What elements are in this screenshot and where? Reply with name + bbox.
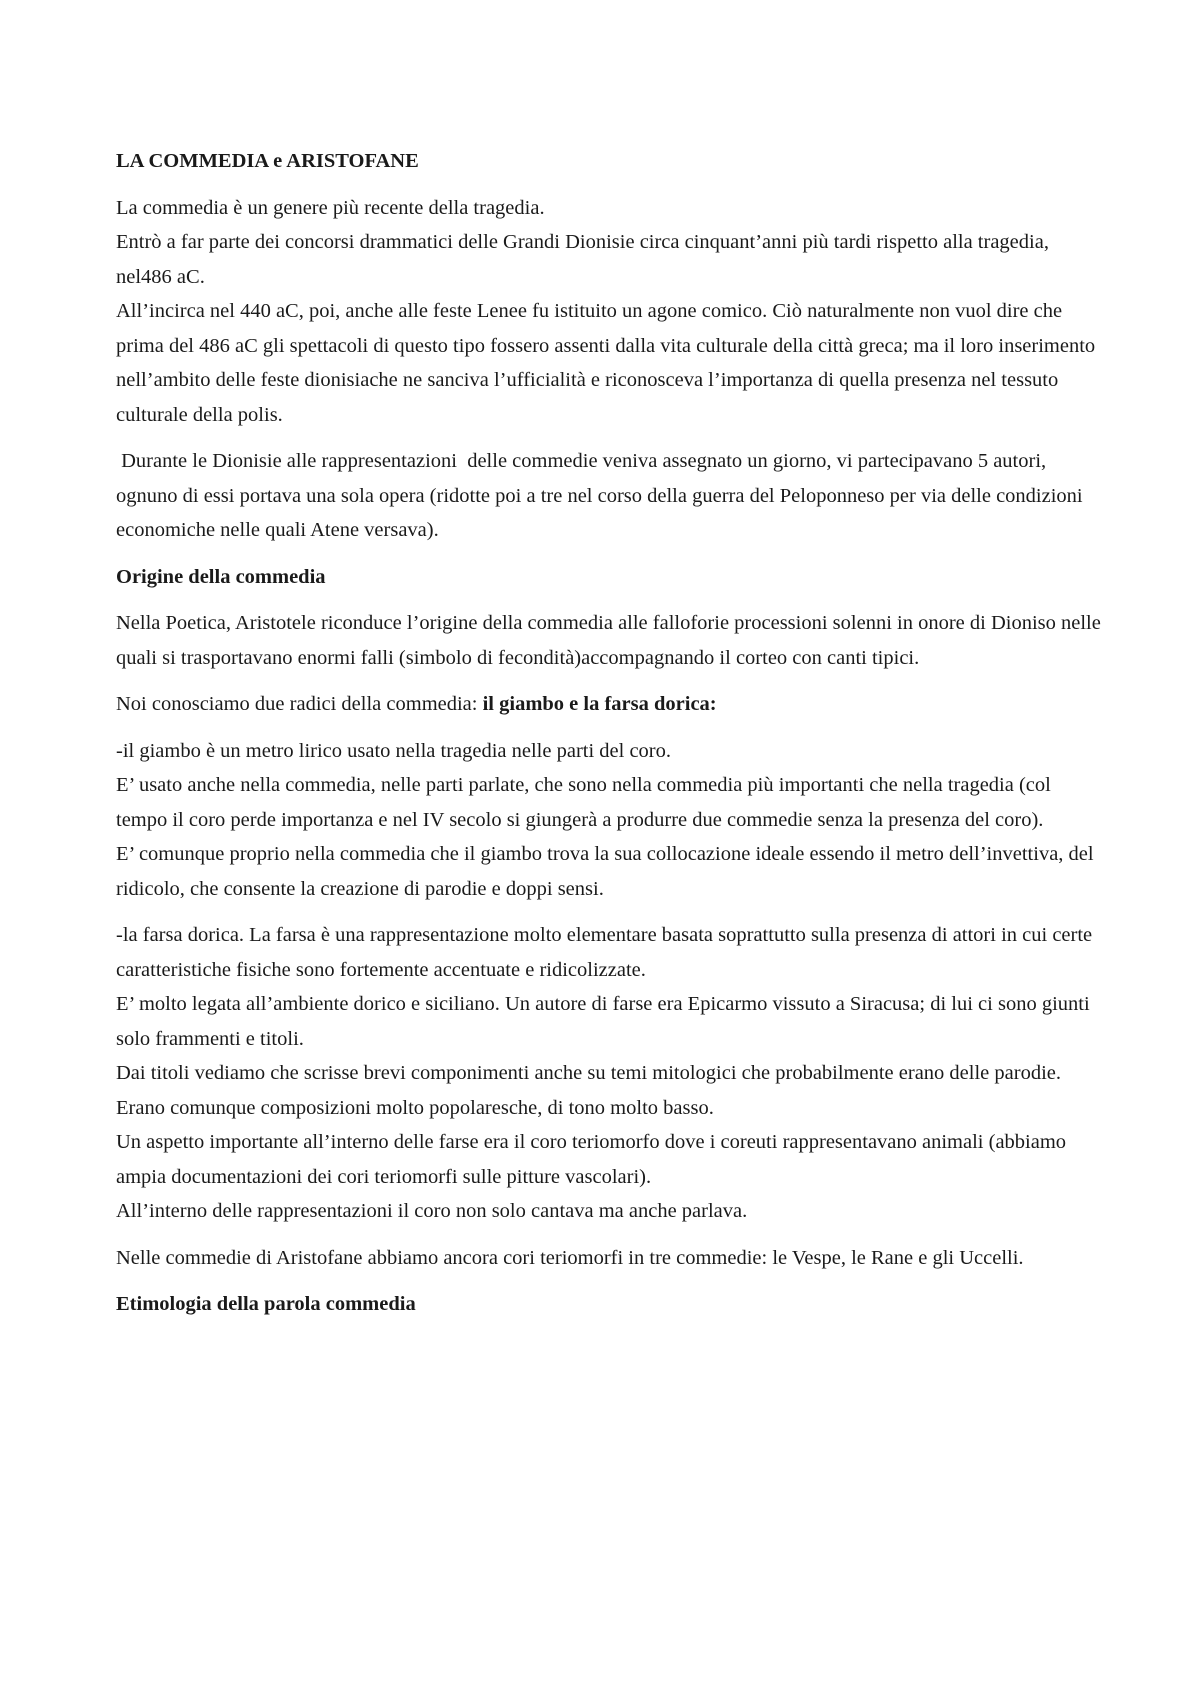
intro-paragraph	[116, 191, 1106, 433]
etymology-heading: Etimologia della parola commedia	[116, 1293, 416, 1315]
origin-heading: Origine della commedia	[116, 565, 326, 588]
giambo-line: E’ usato anche nella commedia, nelle parti parlate, che sono nella commedia più importanti che nella tragedia (col tempo il coro perde importanza e nel IV secolo si giungerà a produrre due commedie senza la presenza del coro).	[116, 774, 1051, 831]
roots-bold-text: il giambo e la farsa dorica:	[482, 693, 717, 715]
giambo-line: -il giambo è un metro lirico usato nella tragedia nelle parti del coro.	[116, 739, 672, 762]
intro-line: La commedia è un genere più recente della tragedia.	[116, 196, 545, 219]
dionisie-paragraph: Durante le Dionisie alle rappresentazioni delle commedie veniva assegnato un giorno, vi partecipavano 5 autori, ognuno di essi portava una sola opera (ridotte poi a tre nel corso della guerra del Peloponneso per via delle condizioni economiche nelle quali Atene versava).	[116, 450, 1088, 541]
farsa-line: -la farsa dorica. La farsa è una rappresentazione molto elementare basata soprattutto sulla presenza di attori in cui certe caratteristiche fisiche sono fortemente accentuate e ridicolizzate.	[116, 924, 1093, 981]
roots-paragraph	[116, 687, 1106, 722]
intro-line: All’incirca nel 440 aC, poi, anche alle feste Lenee fu istituito un agone comico. Ciò naturalmente non vuol dire che prima del 486 aC gli spettacoli di questo tipo fossero assenti dalla vita culturale della città greca; ma il loro inserimento nell’ambito delle feste dionisiache ne sanciva l’ufficialità e riconosceva l’importanza di quella presenza nel tessuto culturale della polis.	[116, 300, 1096, 426]
document-title: LA COMMEDIA e ARISTOFANE	[116, 150, 419, 172]
intro-line: Entrò a far parte dei concorsi drammatici delle Grandi Dionisie circa cinquant’anni più tardi rispetto alla tragedia, nel486 aC.	[116, 231, 1049, 288]
farsa-line: Dai titoli vediamo che scrisse brevi componimenti anche su temi mitologici che probabilmente erano delle parodie.	[116, 1062, 1061, 1084]
farsa-line: All’interno delle rappresentazioni il coro non solo cantava ma anche parlava.	[116, 1200, 748, 1222]
document-body	[116, 144, 1106, 1334]
aristofane-paragraph: Nelle commedie di Aristofane abbiamo ancora cori teriomorfi in tre commedie: le Vespe, le Rane e gli Uccelli.	[116, 1246, 1024, 1269]
farsa-line: E’ molto legata all’ambiente dorico e siciliano. Un autore di farse era Epicarmo vissuto a Siracusa; di lui ci sono giunti solo frammenti e titoli.	[116, 993, 1090, 1050]
giambo-line: E’ comunque proprio nella commedia che il giambo trova la sua collocazione ideale essendo il metro dell’invettiva, del ridicolo, che consente la creazione di parodie e doppi sensi.	[116, 843, 1094, 900]
farsa-line: Erano comunque composizioni molto popolaresche, di tono molto basso.	[116, 1096, 714, 1119]
farsa-paragraph	[116, 918, 1106, 1229]
farsa-line: Un aspetto importante all’interno delle farse era il coro teriomorfo dove i coreuti rappresentavano animali (abbiamo ampia documentazioni dei cori teriomorfi sulle pitture vascolari).	[116, 1131, 1067, 1188]
giambo-paragraph	[116, 734, 1106, 907]
roots-text: Noi conosciamo due radici della commedia:	[116, 693, 483, 715]
origin-paragraph: Nella Poetica, Aristotele riconduce l’origine della commedia alle falloforie processioni solenni in onore di Dioniso nelle quali si trasportavano enormi falli (simbolo di fecondità)accompagnando il corteo con canti tipici.	[116, 612, 1101, 669]
